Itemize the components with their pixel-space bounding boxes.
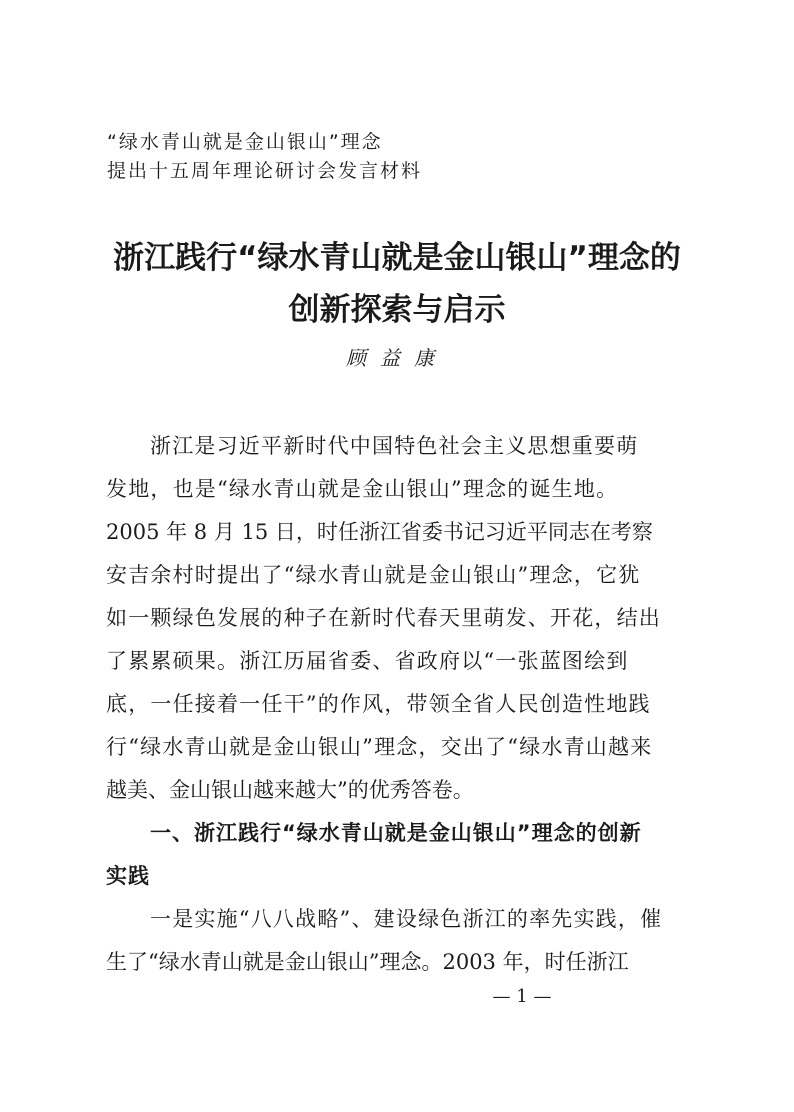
paragraph-2-line: 一是实施“八八战略”、建设绿色浙江的率先实践，催 [150, 907, 663, 931]
document-title [60, 232, 734, 336]
paragraph-1-line: 行“绿水青山就是金山银山”理念，交出了“绿水青山越来 [106, 735, 653, 759]
paragraph-1-line: 2005 年 8 月 15 日，时任浙江省委书记习近平同志在考察 [106, 520, 653, 544]
header-note [107, 128, 422, 186]
paragraph-1-line: 安吉余村时提出了“绿水青山就是金山银山”理念，它犹 [106, 563, 641, 587]
paragraph-1-line: 越美、金山银山越来越大”的优秀答卷。 [106, 778, 474, 802]
paragraph-1-line: 发地，也是“绿水青山就是金山银山”理念的诞生地。 [106, 477, 619, 501]
header-note-line-2: 提出十五周年理论研讨会发言材料 [107, 160, 423, 182]
paragraph-1-line: 了累累硕果。浙江历届省委、省政府以“一张蓝图绘到 [106, 649, 629, 673]
paragraph-1-line: 如一颗绿色发展的种子在新时代春天里萌发、开花，结出 [106, 606, 661, 630]
paragraph-1-line: 浙江是习近平新时代中国特色社会主义思想重要萌 [150, 434, 639, 458]
page-number: — 1 — [492, 986, 552, 1007]
paragraph-2-line: 生了“绿水青山就是金山银山”理念。2003 年，时任浙江 [106, 950, 629, 974]
section-heading-line: 实践 [106, 864, 150, 888]
header-note-line-1: “绿水青山就是金山银山”理念 [107, 131, 383, 153]
title-line-1: 浙江践行“绿水青山就是金山银山”理念的 [113, 240, 681, 276]
section-heading-line: 一、浙江践行“绿水青山就是金山银山”理念的创新 [150, 821, 642, 845]
author-name: 顾益康 [346, 346, 448, 370]
body-text [106, 425, 696, 984]
title-line-2: 创新探索与启示 [288, 292, 506, 328]
paragraph-1-line: 底，一任接着一任干”的作风，带领全省人民创造性地践 [106, 692, 651, 716]
